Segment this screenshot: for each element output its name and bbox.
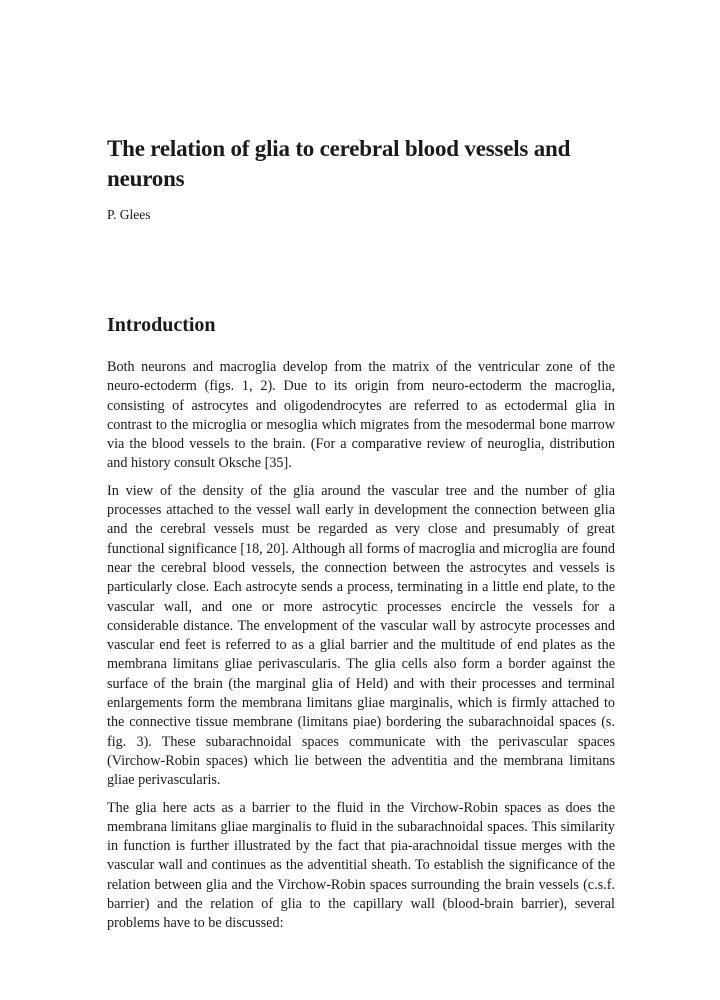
- introduction-body: [107, 358, 615, 942]
- paragraph: In view of the density of the glia around the vascular tree and the number of glia processes attached to the vessel wall early in development the connection between glia and the cerebral vessels must be regarded as very close and presumably of great functional significance [18, 20]. Although all forms of macroglia and microglia are found near the cerebral blood vessels, the connection between the astrocytes and vessels is particularly close. Each astrocyte sends a process, terminating in a little end plate, to the vascular wall, and one or more astrocytic processes encircle the vessels for a considerable distance. The envelopment of the vascular wall by astrocyte processes and vascular end feet is referred to as a glial barrier and the multitude of end plates as the membrana limitans gliae perivascularis. The glia cells also form a border against the surface of the brain (the marginal glia of Held) and with their processes and terminal enlargements form the membrana limitans gliae marginalis, which is firmly attached to the connective tissue membrane (limitans piae) bordering the subarachnoidal spaces (s. fig. 3). These subarachnoidal spaces communicate with the perivascular spaces (Virchow-Robin spaces) which lie between the adventitia and the membrana limitans gliae perivascularis.: [107, 482, 615, 789]
- author-name: P. Glees: [107, 207, 151, 222]
- section-heading-introduction: Introduction: [107, 314, 216, 336]
- paragraph: Both neurons and macroglia develop from the matrix of the ventricular zone of the neuro-ectoderm (figs. 1, 2). Due to its origin from neuro-ectoderm the macroglia, consisting of astrocytes and oligodendrocytes are referred to as ectodermal glia in contrast to the microglia or mesoglia which migrates from the mesodermal bone marrow via the blood vessels to the brain. (For a comparative review of neuroglia, distribution and history consult Oksche [35].: [107, 359, 615, 472]
- paragraph: The glia here acts as a barrier to the fluid in the Virchow-Robin spaces as does the membrana limitans gliae marginalis to fluid in the subarachnoidal spaces. This similarity in function is further illustrated by the fact that pia-arachnoidal tissue merges with the vascular wall and continues as the adventitial sheath. To establish the significance of the relation between glia and the Virchow-Robin spaces surrounding the brain vessels (c.s.f. barrier) and the relation of glia to the capillary wall (blood-brain barrier), several problems have to be discussed:: [107, 799, 615, 932]
- article-title: The relation of glia to cerebral blood vessels and neurons: [107, 136, 571, 191]
